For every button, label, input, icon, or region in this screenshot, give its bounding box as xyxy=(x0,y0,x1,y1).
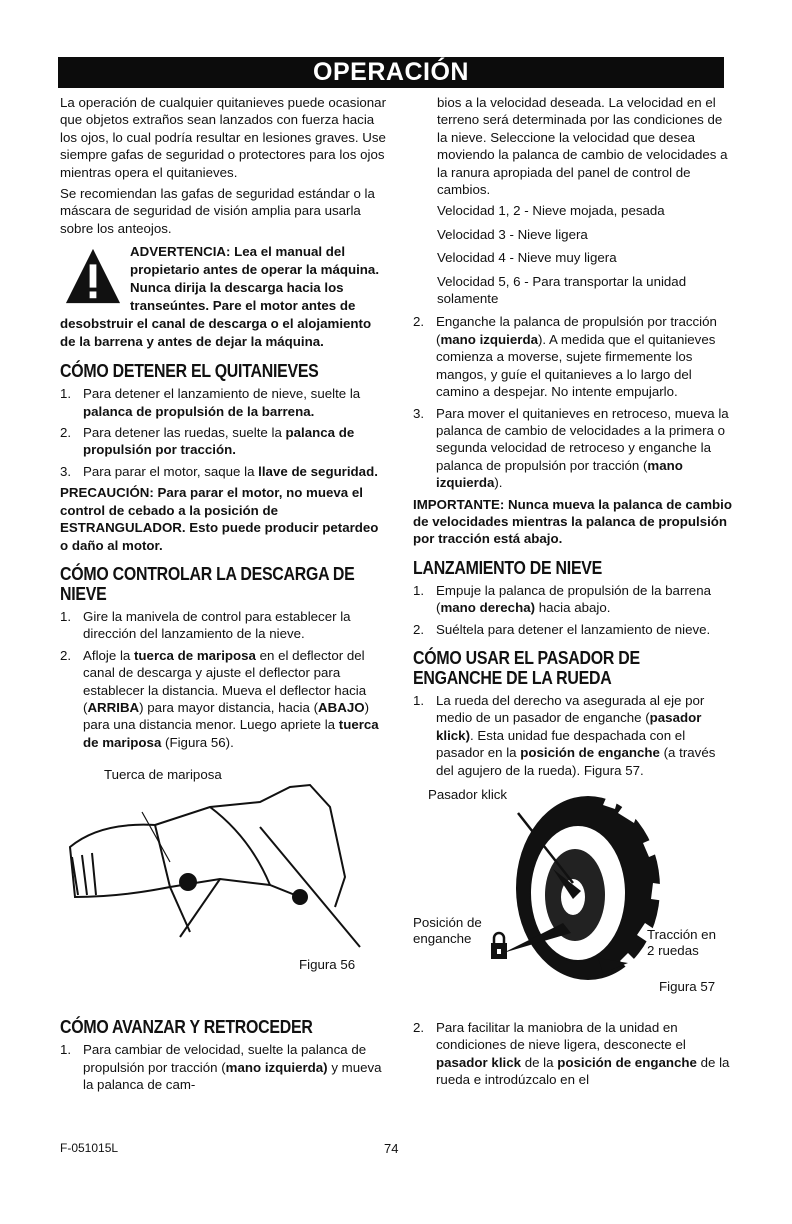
figure-56 xyxy=(60,757,386,1007)
document-code: F-051015L xyxy=(60,1141,119,1155)
intro-paragraph: La operación de cualquier quitanieves puede ocasionar que objetos extraños sean lanzados con fuerza hacia los ojos, lo cual podría resultar en lesiones graves. Use siempre gafas de seguridad o protectores para los ojos mientras opera el quitanieves. xyxy=(60,95,387,180)
traction-label: Tracción en xyxy=(647,927,716,942)
lock-position-label: Posición de xyxy=(413,915,482,930)
page-title: OPERACIÓN xyxy=(58,57,724,88)
move-list xyxy=(60,1041,386,1093)
traction-label-2: 2 ruedas xyxy=(647,943,699,958)
move-heading: CÓMO AVANZAR Y RETROCEDER xyxy=(60,1016,313,1038)
discharge-heading: CÓMO CONTROLAR LA DESCARGA DE NIEVE xyxy=(60,562,355,604)
figure-57-caption: Figura 57 xyxy=(659,979,716,994)
discharge-list xyxy=(60,608,386,751)
wing-nut-label: Tuerca de mariposa xyxy=(104,767,222,783)
warning-triangle-icon xyxy=(64,247,122,305)
stop-heading: CÓMO DETENER EL QUITANIEVES xyxy=(60,360,319,382)
warning-text: ADVERTENCIA: Lea el manual del propietario antes de operar la máquina. Nunca dirija la descarga hacia los transeúntes. Pare el motor antes de desobstruir el canal de descarga o el alojamiento de la barrena y antes de dejar la máquina. xyxy=(60,244,380,350)
list-item: 2. Para detener las ruedas, suelte la palanca de propulsión por tracción. xyxy=(60,425,355,458)
list-item: 1. Para detener el lanzamiento de nieve, suelte la palanca de propulsión de la barrena. xyxy=(60,386,361,419)
speed-line: Velocidad 5, 6 - Para transportar la unidad solamente xyxy=(437,273,687,307)
stop-list xyxy=(60,385,386,480)
list-item: 3. Para parar el motor, saque la llave de seguridad. xyxy=(60,463,378,479)
pin-heading: CÓMO USAR EL PASADOR DE ENGANCHE DE LA RUEDA xyxy=(413,646,640,688)
list-item: 2. Para facilitar la maniobra de la unidad en condiciones de nieve ligera, desconecte el pasador klick de la posición de enganche de la rueda e introdúzcalo en el xyxy=(413,1020,730,1088)
figure-56-caption: Figura 56 xyxy=(299,957,356,973)
list-item: 1. Gire la manivela de control para establecer la dirección del lanzamiento de la nieve. xyxy=(60,608,351,642)
right-column xyxy=(413,94,735,1093)
list-item: 2. Enganche la palanca de propulsión por tracción (mano izquierda). A medida que el quitanieves comienza a moverse, sujete firmemente los mangos, y guíe el quitanieves a lo largo del camino a despejar. No intente empujarlo. xyxy=(413,314,717,400)
launch-list xyxy=(413,582,735,638)
figure-57 xyxy=(413,783,735,1003)
speed-line: Velocidad 3 - Nieve ligera xyxy=(437,226,588,242)
speed-line: Velocidad 1, 2 - Nieve mojada, pesada xyxy=(437,203,665,219)
important-text: IMPORTANTE: Nunca mueva la palanca de cambio de velocidades mientras la palanca de propulsión por tracción está abajo. xyxy=(413,496,732,547)
launch-heading: LANZAMIENTO DE NIEVE xyxy=(413,556,603,578)
list-item: 1. Para cambiar de velocidad, suelte la palanca de propulsión por tracción (mano izquierda) y mueva la palanca de cam- xyxy=(60,1042,382,1092)
list-item: 3. Para mover el quitanieves en retroceso, mueva la palanca de cambio de velocidades a la primera o segunda velocidad de retroceso y enganche la palanca de propulsión por tracción (mano izquierda). xyxy=(413,405,729,491)
list-item: 2. Afloje la tuerca de mariposa en el deflector del canal de descarga y ajuste el deflector para establecer la distancia. Mueva el deflector hacia (ARRIBA) para mayor distancia, hacia (ABAJO) para una distancia menor. Luego apriete la tuerca de mariposa (Figura 56). xyxy=(60,647,379,750)
klick-pin-label: Pasador klick xyxy=(428,787,508,802)
pin-list xyxy=(413,692,735,779)
wing-nut-illustration xyxy=(60,767,370,967)
left-column xyxy=(60,94,386,1097)
caution-text: PRECAUCIÓN: Para parar el motor, no mueva el control de cebado a la posición de ESTRANGULADOR. Esto puede producir petardeo o daño al motor. xyxy=(60,485,379,553)
warning-block xyxy=(60,243,386,351)
lock-position-label-2: enganche xyxy=(413,931,472,946)
drive-list xyxy=(413,313,735,491)
list-item: 1. Empuje la palanca de propulsión de la barrena (mano derecha) hacia abajo. xyxy=(413,582,711,616)
list-item: 2. Suéltela para detener el lanzamiento de nieve. xyxy=(413,621,711,637)
speed-line: Velocidad 4 - Nieve muy ligera xyxy=(437,250,617,266)
continued-paragraph: bios a la velocidad deseada. La velocidad en el terreno será determinada por las condiciones de la nieve. Seleccione la velocidad que desea moviendo la palanca de cambio de velocidades a la ranura apropiada del panel de control de cambios. xyxy=(437,95,728,198)
page-number: 74 xyxy=(384,1141,399,1156)
list-item: 1. La rueda del derecho va asegurada al eje por medio de un pasador de enganche (pasador klick). Esta unidad fue despachada con el pasador en la posición de enganche (a través del agujero de la rueda). Figura 57. xyxy=(413,692,716,778)
goggles-paragraph: Se recomiendan las gafas de seguridad estándar o la máscara de seguridad de visión amplia para usarla sobre los anteojos. xyxy=(60,186,375,236)
pin-list-2 xyxy=(413,1019,735,1089)
